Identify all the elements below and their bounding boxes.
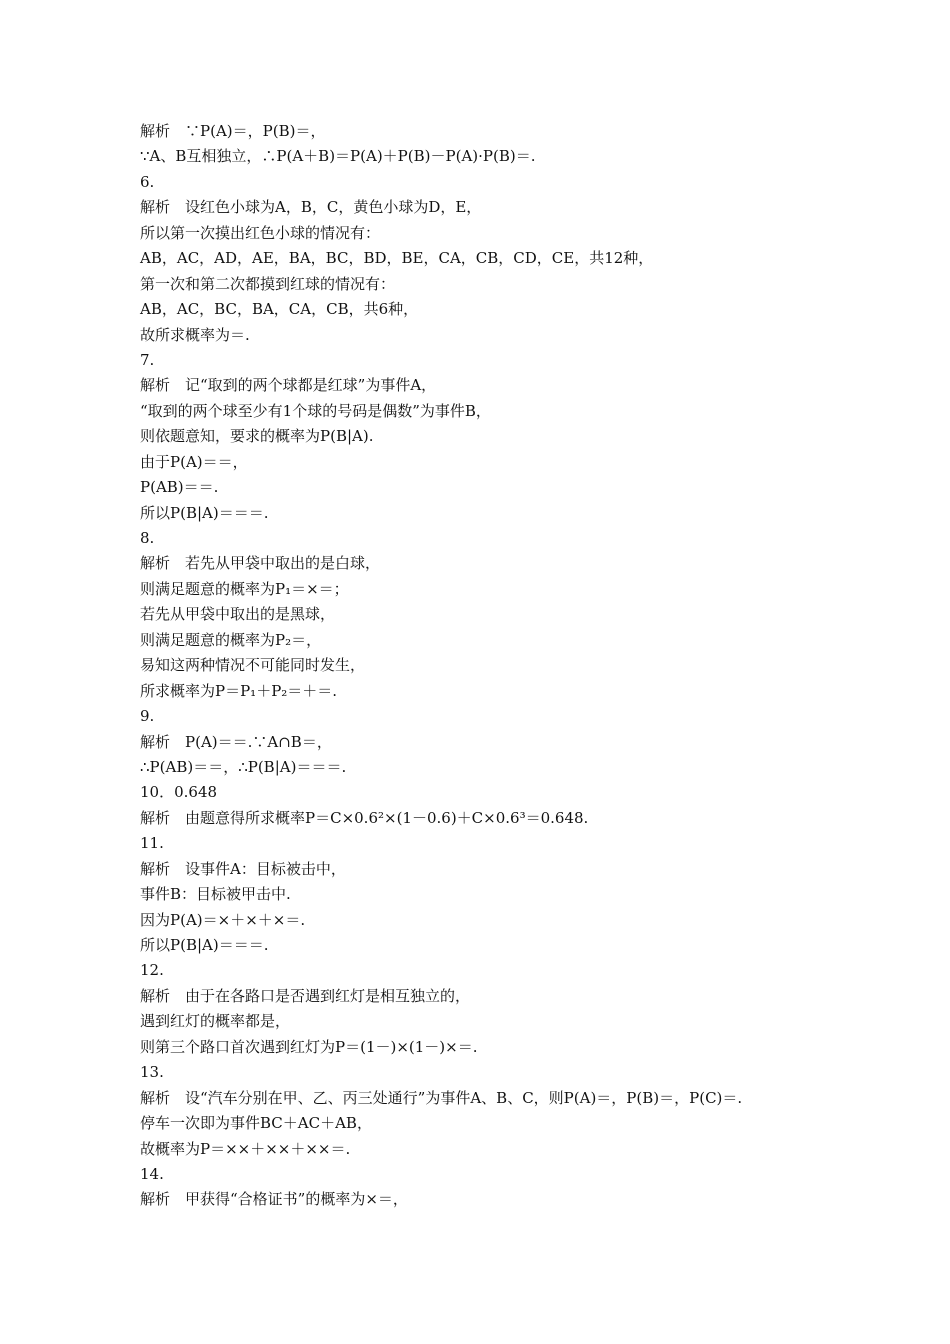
text-line: 由于P(A)＝＝，	[140, 452, 248, 471]
question-number: 8.	[140, 529, 155, 547]
text-line: 解析 P(A)＝＝.∵A∩B＝，	[140, 732, 332, 751]
text-line: 解析 设红色小球为A，B，C，黄色小球为D，E，	[140, 198, 482, 217]
text-line: P(AB)＝＝.	[140, 478, 219, 497]
text-line: 解析 ∵P(A)＝，P(B)＝，	[140, 122, 326, 140]
text-line: 故所求概率为＝.	[140, 325, 250, 344]
question-number: 6.	[140, 172, 155, 191]
question-number: 7.	[140, 350, 155, 369]
text-line: 所以第一次摸出红色小球的情况有：	[140, 223, 381, 242]
text-line: ∵A、B互相独立，∴P(A＋B)＝P(A)＋P(B)－P(A)·P(B)＝.	[140, 147, 536, 166]
text-line: 所求概率为P＝P₁＋P₂＝＋＝.	[140, 681, 338, 700]
question-number: 10．0.648	[140, 783, 218, 802]
text-line: 故概率为P＝××＋××＋××＝.	[140, 1139, 351, 1158]
text-line: 解析 由于在各路口是否遇到红灯是相互独立的，	[140, 986, 471, 1005]
text-line: 易知这两种情况不可能同时发生，	[140, 656, 366, 675]
question-number: 13.	[140, 1063, 164, 1082]
text-line: 解析 记“取到的两个球都是红球”为事件A，	[140, 376, 437, 395]
text-line: 解析 甲获得“合格证书”的概率为×＝，	[140, 1190, 408, 1209]
question-number: 11.	[140, 834, 164, 853]
question-number: 12.	[140, 961, 164, 980]
text-line: 解析 设事件A：目标被击中，	[140, 859, 346, 878]
question-number: 14.	[140, 1164, 164, 1183]
text-line: 第一次和第二次都摸到红球的情况有：	[140, 274, 396, 293]
text-line: 则满足题意的概率为P₁＝×＝；	[140, 579, 349, 598]
text-line: 所以P(B|A)＝＝＝.	[140, 503, 269, 522]
text-line: “取到的两个球至少有1个球的号码是偶数”为事件B，	[140, 401, 491, 420]
text-line: 则依题意知，要求的概率为P(B|A).	[140, 427, 374, 446]
question-number: 9.	[140, 707, 155, 726]
text-line: 则第三个路口首次遇到红灯为P＝(1－)×(1－)×＝.	[140, 1037, 478, 1056]
text-line: 解析 设“汽车分别在甲、乙、丙三处通行”为事件A、B、C，则P(A)＝，P(B)＝，P(C)＝.	[140, 1088, 743, 1107]
text-line: AB，AC，AD，AE，BA，BC，BD，BE，CA，CB，CD，CE，共12种，	[140, 249, 654, 268]
text-line: AB，AC，BC，BA，CA，CB，共6种，	[140, 300, 419, 319]
text-line: 遇到红灯的概率都是，	[140, 1012, 291, 1031]
text-line: 解析 由题意得所求概率P＝C×0.6²×(1－0.6)＋C×0.6³＝0.648.	[140, 808, 589, 827]
text-line: 因为P(A)＝×＋×＋×＝.	[140, 910, 306, 929]
text-line: 则满足题意的概率为P₂＝，	[140, 630, 322, 649]
text-line: 解析 若先从甲袋中取出的是白球，	[140, 554, 381, 573]
document-body	[140, 119, 830, 1213]
text-line: ∴P(AB)＝＝，∴P(B|A)＝＝＝.	[140, 757, 347, 776]
text-line: 所以P(B|A)＝＝＝.	[140, 936, 269, 954]
text-line: 若先从甲袋中取出的是黑球，	[140, 605, 336, 624]
text-line: 事件B：目标被甲击中.	[140, 885, 291, 904]
text-line: 停车一次即为事件BC＋AC＋AB，	[140, 1114, 372, 1133]
